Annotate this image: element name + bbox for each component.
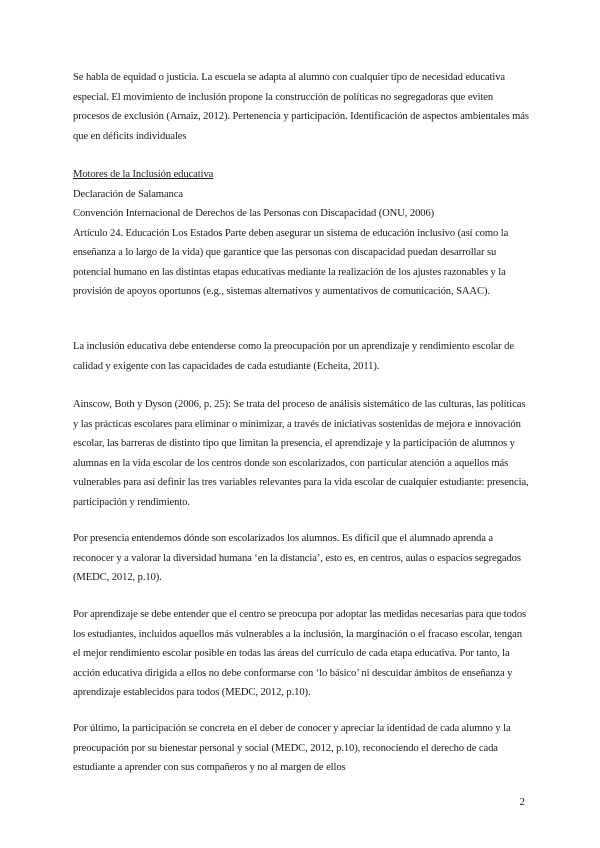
body-paragraph: Por aprendizaje se debe entender que el centro se preocupa por adoptar las medidas necesarias para que todos los estudiantes, incluidos aquellos más vulnerables a la inclusión, la marginación o el fracaso escolar, tengan el mejor rendimiento escolar posible en todas las áreas del currículo de cada etapa educativa. Por tanto, la acción educativa dirigida a ellos no debe conformarse con ‘lo básico’ ni descuidar ámbitos de enseñanza y aprendizaje establecidos para todos (MEDC, 2012, p.10). <box>73 609 527 698</box>
body-paragraph-2-block <box>73 395 529 512</box>
body-paragraph-5-block <box>73 719 529 778</box>
section-line-articulo: Artículo 24. Educación Los Estados Parte deben asegurar un sistema de educación inclusivo (así como la enseñanza a lo largo de la vida) que garantice que las personas con discapacidad puedan desarrollar su potencial humano en las distintas etapas educativas mediante la realización de los ajustes razonables y la provisión de apoyos oportunos (e.g., sistemas alternativos y aumentativos de comunicación, SAAC). <box>73 227 509 297</box>
body-paragraph: Por último, la participación se concreta en el deber de conocer y apreciar la identidad de cada alumno y la preocupación por su bienestar personal y social (MEDC, 2012, p.10), reconociendo el derecho de cada estudiante a aprender con sus compañeros y no al margen de ellos <box>73 723 511 773</box>
page-number: 2 <box>519 796 525 808</box>
section-line-salamanca: Declaración de Salamanca <box>73 188 183 200</box>
body-paragraph-3-block <box>73 529 529 588</box>
section-heading: Motores de la Inclusión educativa <box>73 169 214 180</box>
body-paragraph: Por presencia entendemos dónde son escolarizados los alumnos. Es difícil que el alumnado aprenda a reconocer y a valorar la diversidad humana ‘en la distancia’, esto es, en centros, aulas o espacios segregados (MEDC, 2012, p.10). <box>73 533 521 583</box>
intro-paragraph-block <box>73 68 529 146</box>
body-paragraph: La inclusión educativa debe entenderse como la preocupación por un aprendizaje y rendimiento escolar de calidad y exigente con las capacidades de cada estudiante (Echeita, 2011). <box>73 341 514 372</box>
body-paragraph: Ainscow, Both y Dyson (2006, p. 25): Se trata del proceso de análisis sistemático de las culturas, las políticas y las prácticas escolares para eliminar o minimizar, a través de iniciativas sostenidas de mejora e innovación escolar, las barreras de distinto tipo que limitan la presencia, el aprendizaje y la participación de alumnos y alumnas en la vida escolar de los centros donde son escolarizados, con particular atención a aquellos más vulnerables para así definir las tres variables relevantes para la vida escolar de cualquier estudiante: presencia, participación y rendimiento. <box>73 399 529 508</box>
body-paragraph-4-block <box>73 605 529 703</box>
intro-paragraph: Se habla de equidad o justicia. La escuela se adapta al alumno con cualquier tipo de necesidad educativa especial. El movimiento de inclusión propone la construcción de políticas no segregadoras que eviten procesos de exclusión (Arnaiz, 2012). Pertenencia y participación. Identificación de aspectos ambientales más que en déficits individuales <box>73 72 529 142</box>
body-paragraph-1-block <box>73 337 529 376</box>
section-line-convencion: Convención Internacional de Derechos de las Personas con Discapacidad (ONU, 2006) <box>73 208 435 219</box>
section-block <box>73 165 529 302</box>
